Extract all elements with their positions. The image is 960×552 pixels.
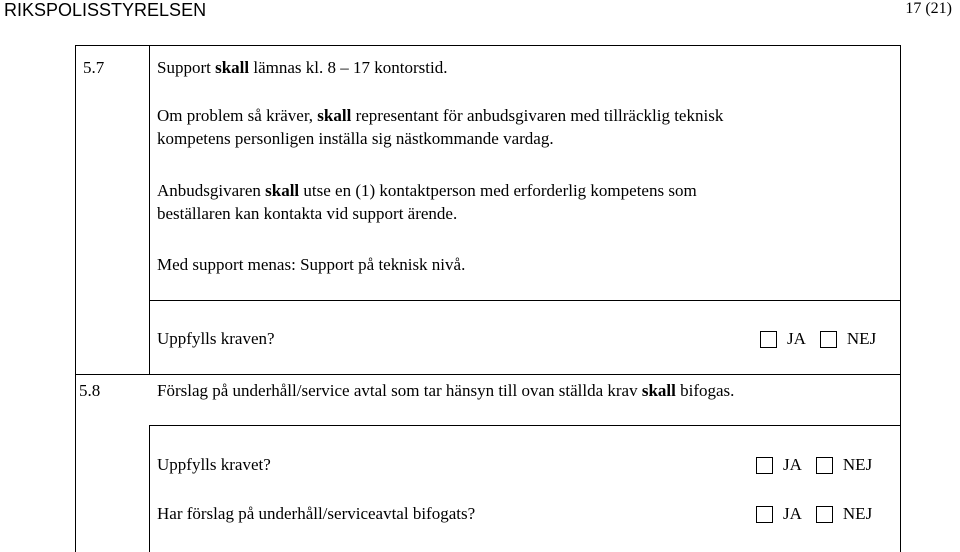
checkbox-ja[interactable] bbox=[756, 457, 773, 474]
label-nej: NEJ bbox=[842, 455, 873, 474]
section-number-5-8: 5.8 bbox=[79, 381, 101, 400]
text-part: lämnas kl. 8 – 17 kontorstid. bbox=[249, 58, 448, 77]
label-ja: JA bbox=[783, 455, 802, 474]
label-nej: NEJ bbox=[842, 504, 873, 523]
paragraph-contact-line1 bbox=[157, 181, 697, 201]
row-divider bbox=[75, 374, 901, 375]
maintenance-proposal-text bbox=[157, 381, 734, 401]
bold-skall: skall bbox=[317, 106, 352, 125]
question-attached: Har förslag på underhåll/serviceavtal bifogats? bbox=[157, 504, 476, 523]
answer-choices-5-8b bbox=[756, 504, 872, 524]
label-ja: JA bbox=[783, 504, 802, 523]
question-requirements: Uppfylls kraven? bbox=[157, 329, 275, 348]
table-right-border bbox=[900, 45, 901, 552]
column-divider-5-8 bbox=[149, 425, 150, 552]
table-left-border bbox=[75, 45, 76, 552]
answer-choices-5-8a bbox=[756, 455, 872, 475]
checkbox-nej[interactable] bbox=[816, 506, 833, 523]
label-ja: JA bbox=[787, 329, 806, 348]
text-part: bifogas. bbox=[675, 381, 735, 400]
section-number-5-7: 5.7 bbox=[83, 58, 105, 77]
column-divider bbox=[149, 45, 150, 375]
bold-skall: skall bbox=[265, 181, 300, 200]
answer-choices-5-7 bbox=[760, 329, 876, 349]
page-number: 17 (21) bbox=[905, 0, 952, 17]
row-divider-5-8 bbox=[149, 425, 901, 426]
table-top-border bbox=[75, 45, 901, 46]
header-organization: RIKSPOLISSTYRELSEN bbox=[4, 0, 207, 20]
checkbox-nej[interactable] bbox=[816, 457, 833, 474]
inner-divider bbox=[149, 300, 901, 301]
text-part: Anbudsgivaren bbox=[157, 181, 266, 200]
text-part: Om problem så kräver, bbox=[157, 106, 318, 125]
bold-skall: skall bbox=[641, 381, 676, 400]
support-definition: Med support menas: Support på teknisk nivå. bbox=[157, 255, 466, 274]
label-nej: NEJ bbox=[846, 329, 877, 348]
text-part: representant för anbudsgivaren med tillräcklig teknisk bbox=[351, 106, 724, 125]
checkbox-nej[interactable] bbox=[820, 331, 837, 348]
text-part: Förslag på underhåll/service avtal som tar hänsyn till ovan ställda krav bbox=[157, 381, 642, 400]
question-requirement: Uppfylls kravet? bbox=[157, 455, 271, 474]
checkbox-ja[interactable] bbox=[760, 331, 777, 348]
paragraph-contact-line2: beställaren kan kontakta vid support ärende. bbox=[157, 204, 458, 223]
text-part: utse en (1) kontaktperson med erforderlig kompetens som bbox=[299, 181, 697, 200]
checkbox-ja[interactable] bbox=[756, 506, 773, 523]
support-hours-text bbox=[157, 58, 447, 78]
paragraph-onsite-line2: kompetens personligen inställa sig nästkommande vardag. bbox=[157, 129, 554, 148]
paragraph-onsite-line1 bbox=[157, 106, 723, 126]
text-part: Support bbox=[157, 58, 216, 77]
bold-skall: skall bbox=[215, 58, 250, 77]
